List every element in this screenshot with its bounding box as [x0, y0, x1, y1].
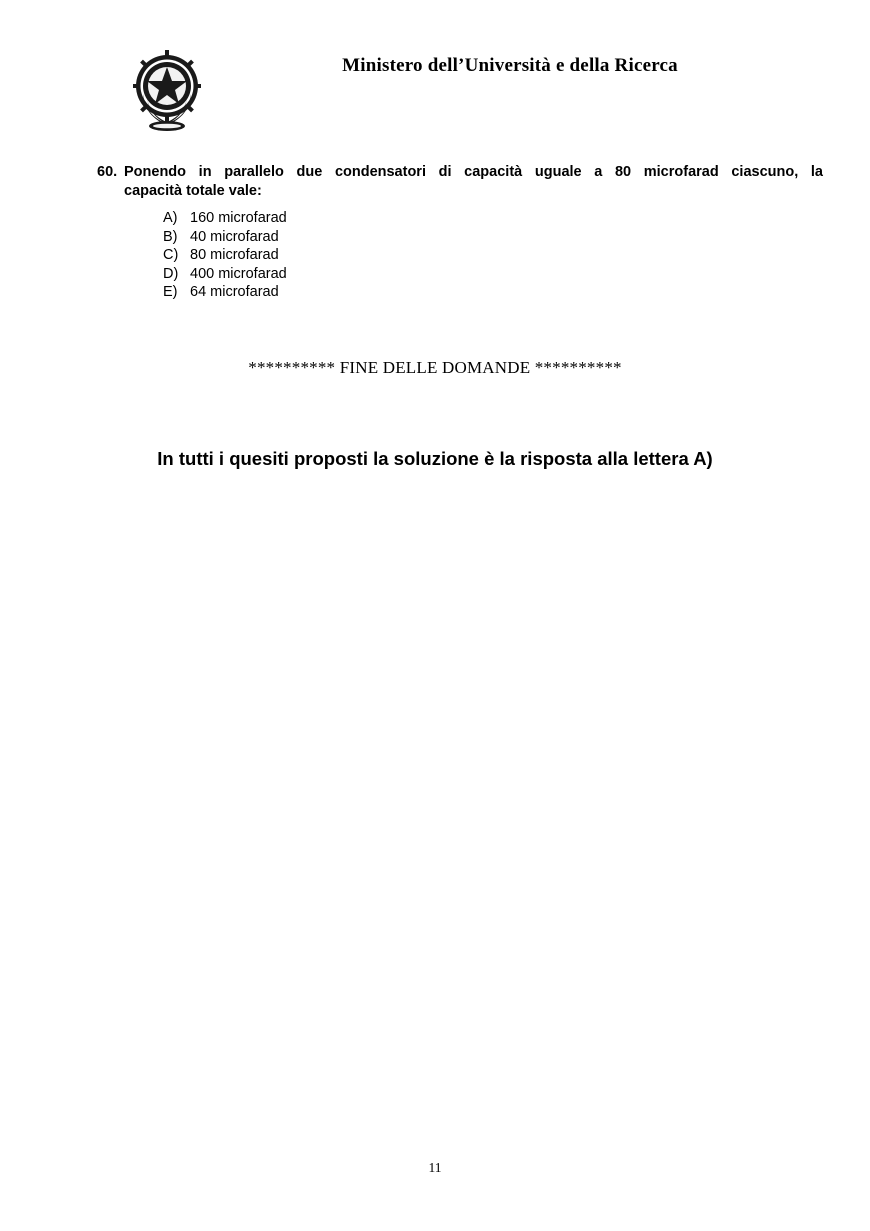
- answer-option-e[interactable]: [163, 283, 823, 302]
- answer-option-d[interactable]: [163, 265, 823, 284]
- answer-letter-d: D): [163, 265, 179, 282]
- answer-option-a[interactable]: [163, 209, 823, 228]
- question-text-line-1: Ponendo in parallelo due condensatori di capacità uguale a 80 microfarad ciascuno, la: [124, 164, 823, 180]
- answer-text-c: 80 microfarad: [190, 247, 279, 263]
- answer-options: [163, 209, 823, 302]
- answer-text-e: 64 microfarad: [190, 284, 279, 300]
- answer-letter-c: C): [163, 247, 179, 263]
- answer-text-b: 40 microfarad: [190, 228, 279, 245]
- question-heading: [97, 163, 823, 201]
- solution-note: In tutti i quesiti proposti la soluzione è la risposta alla lettera A): [157, 448, 713, 469]
- question-text: [124, 163, 823, 201]
- answer-letter-e: E): [163, 284, 178, 300]
- end-of-questions-notice: ********** FINE DELLE DOMANDE **********: [248, 358, 622, 377]
- answer-option-c[interactable]: [163, 246, 823, 265]
- answer-text-a: 160 microfarad: [190, 210, 287, 226]
- ministry-title: Ministero dell’Università e della Ricerca: [342, 55, 678, 76]
- page-header: [0, 38, 870, 128]
- answer-letter-b: B): [163, 228, 178, 245]
- question-text-line-2: capacità totale vale:: [124, 183, 262, 199]
- italian-republic-emblem-icon: [133, 46, 201, 134]
- question-number: 60.: [97, 164, 118, 180]
- answer-text-d: 400 microfarad: [190, 265, 287, 282]
- question-60: [97, 163, 823, 302]
- answer-option-b[interactable]: [163, 228, 823, 247]
- page-number: 11: [428, 1160, 442, 1175]
- answer-letter-a: A): [163, 210, 178, 226]
